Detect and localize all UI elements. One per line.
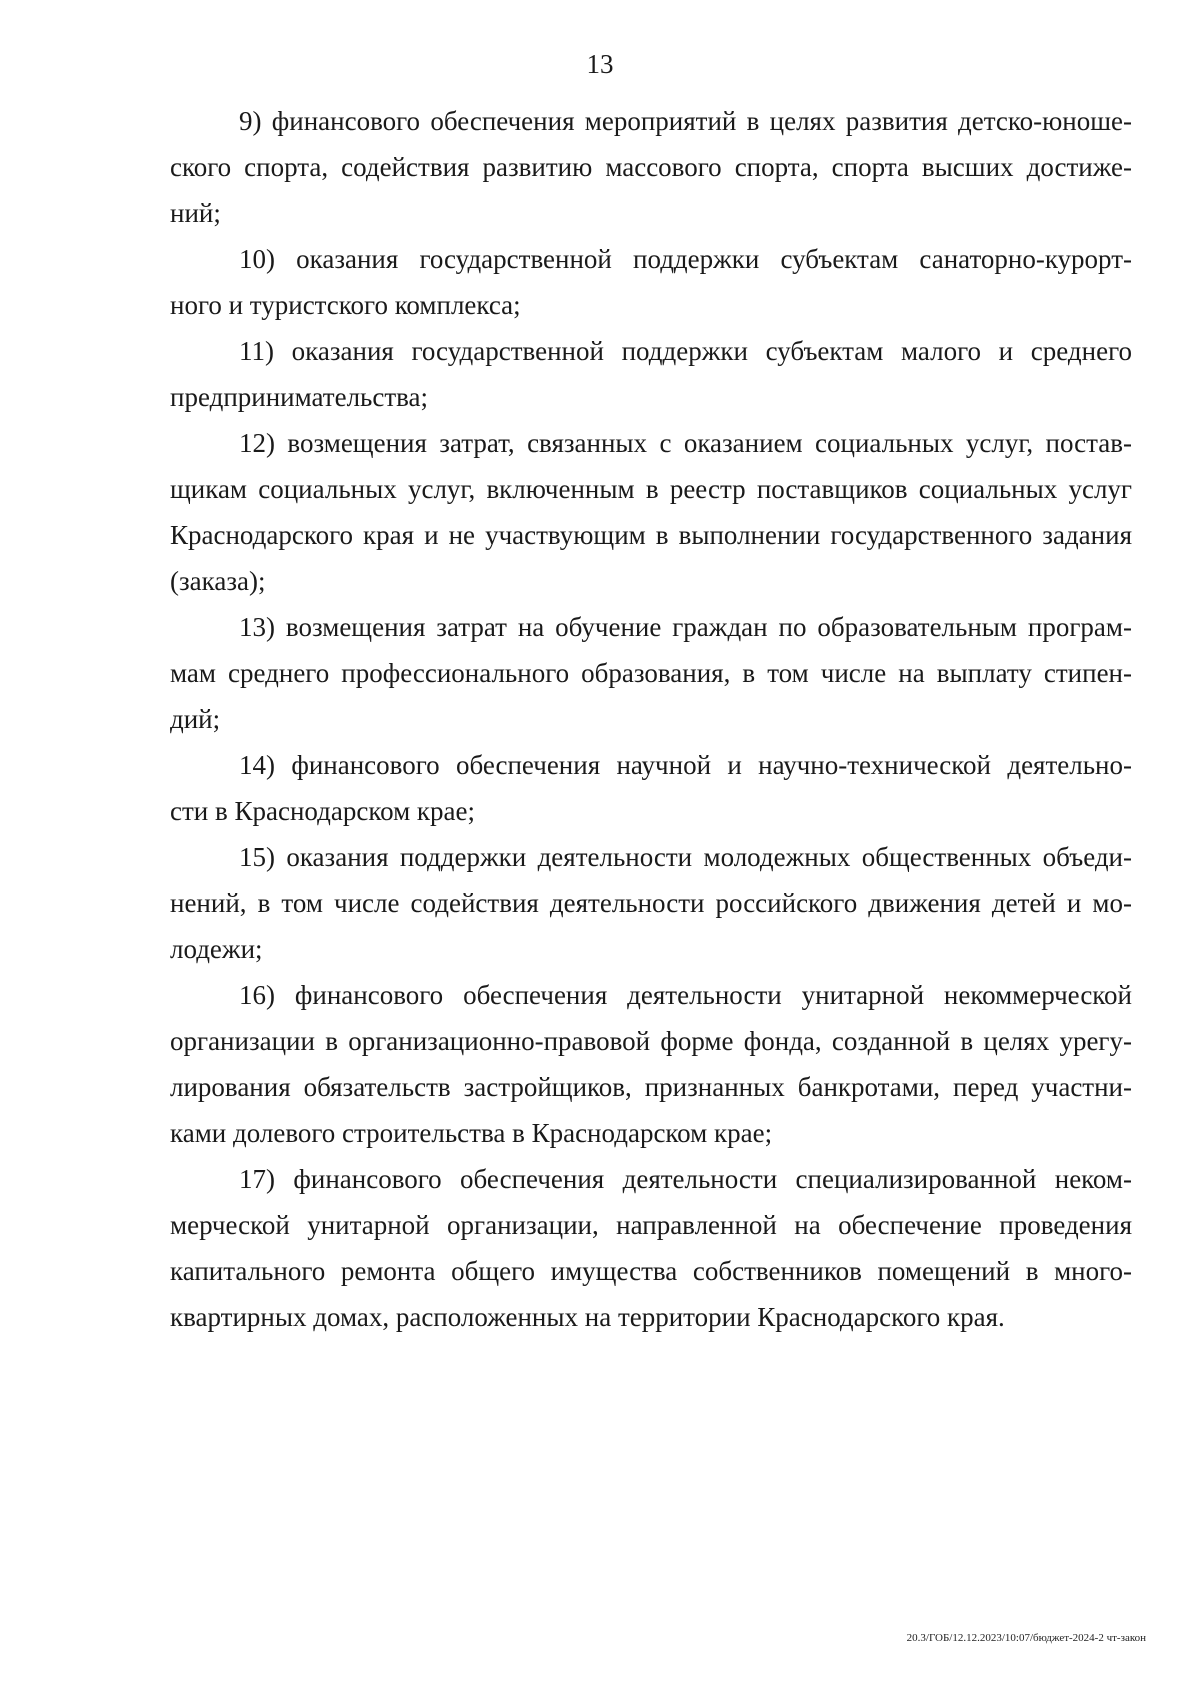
list-item: [170, 98, 1132, 236]
page-number: 13: [586, 49, 614, 79]
text-line: 10) оказания государственной поддержки субъектам санаторно-курорт-: [239, 244, 1132, 274]
text-line: мерческой унитарной организации, направленной на обеспечение проведения: [170, 1210, 1132, 1240]
text-line: (заказа);: [170, 566, 266, 596]
document-footer-code: 20.3/ГОБ/12.12.2023/10:07/бюджет-2024-2 чт-закон: [906, 1632, 1146, 1644]
list-item: [170, 834, 1132, 972]
text-line: щикам социальных услуг, включенным в реестр поставщиков социальных услуг: [170, 474, 1132, 504]
text-line: ского спорта, содействия развитию массового спорта, спорта высших достиже-: [170, 152, 1132, 182]
text-line: ками долевого строительства в Краснодарском крае;: [170, 1118, 773, 1148]
text-line: 13) возмещения затрат на обучение граждан по образовательным програм-: [239, 612, 1132, 642]
text-line: квартирных домах, расположенных на территории Краснодарского края.: [170, 1302, 1005, 1332]
text-line: организации в организационно-правовой форме фонда, созданной в целях урегу-: [170, 1026, 1132, 1056]
text-line: лирования обязательств застройщиков, признанных банкротами, перед участни-: [170, 1072, 1132, 1102]
text-line: капитального ремонта общего имущества собственников помещений в много-: [170, 1256, 1132, 1286]
text-line: предпринимательства;: [170, 382, 429, 412]
text-line: ного и туристского комплекса;: [170, 290, 521, 320]
list-item: [170, 328, 1132, 420]
list-item: [170, 742, 1132, 834]
text-line: 12) возмещения затрат, связанных с оказанием социальных услуг, постав-: [239, 428, 1132, 458]
text-line: Краснодарского края и не участвующим в выполнении государственного задания: [170, 520, 1132, 550]
text-line: 14) финансового обеспечения научной и научно-технической деятельно-: [239, 750, 1132, 780]
text-line: нений, в том числе содействия деятельности российского движения детей и мо-: [170, 888, 1132, 918]
list-item: [170, 972, 1132, 1156]
text-line: дий;: [170, 704, 221, 734]
text-line: лодежи;: [170, 934, 263, 964]
text-line: мам среднего профессионального образования, в том числе на выплату стипен-: [170, 658, 1132, 688]
list-item: [170, 604, 1132, 742]
text-line: 15) оказания поддержки деятельности молодежных общественных объеди-: [239, 842, 1132, 872]
text-line: ний;: [170, 198, 221, 228]
text-line: 17) финансового обеспечения деятельности специализированной неком-: [239, 1164, 1132, 1194]
list-item: [170, 1156, 1132, 1340]
text-line: сти в Краснодарском крае;: [170, 796, 475, 826]
text-line: 9) финансового обеспечения мероприятий в целях развития детско-юноше-: [239, 106, 1132, 136]
document-body: [170, 98, 1132, 1340]
text-line: 16) финансового обеспечения деятельности унитарной некоммерческой: [239, 980, 1132, 1010]
text-line: 11) оказания государственной поддержки субъектам малого и среднего: [239, 336, 1132, 366]
list-item: [170, 236, 1132, 328]
list-item: [170, 420, 1132, 604]
